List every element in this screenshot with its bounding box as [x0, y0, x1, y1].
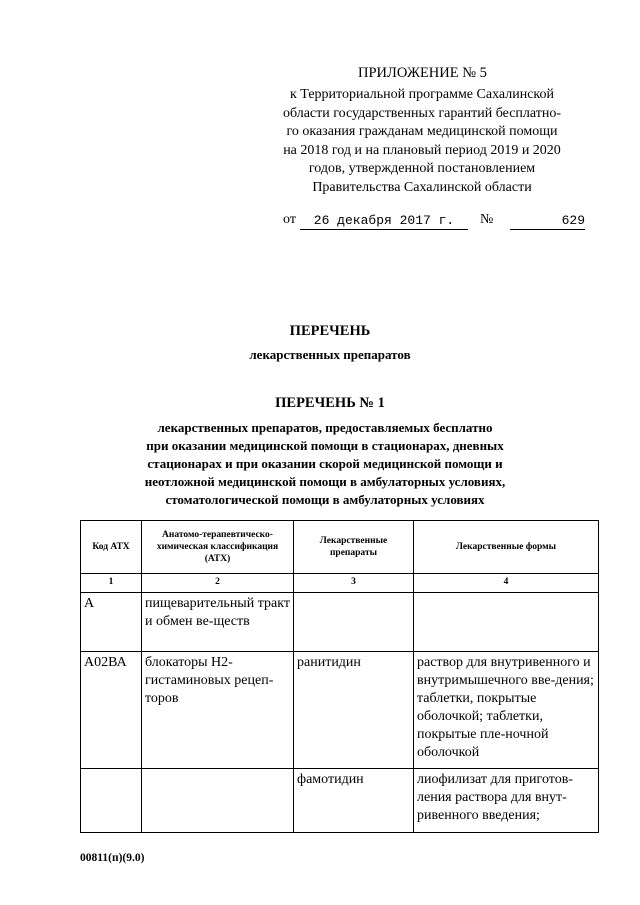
header-drugs: Лекарственные препараты — [294, 521, 414, 574]
cell-classification: пищеварительный тракт и обмен ве-ществ — [142, 593, 294, 652]
column-number: 1 — [81, 574, 142, 593]
list1-title: ПЕРЕЧЕНЬ № 1 — [275, 395, 385, 411]
cell-classification: блокаторы Н2-гистаминовых рецеп-торов — [142, 652, 294, 769]
date-value: 26 декабря 2017 г. — [300, 212, 468, 230]
cell-forms — [414, 593, 599, 652]
appendix-desc-line: к Территориальной программе Сахалинской — [290, 87, 554, 102]
cell-code: А02ВА — [81, 652, 142, 769]
list-subtitle: лекарственных препаратов — [249, 347, 411, 362]
date-label: от — [283, 212, 296, 227]
appendix-desc-line: Правительства Сахалинской области — [312, 179, 532, 195]
appendix-desc-line: го оказания гражданам медицинской помощи — [286, 124, 558, 139]
footer-code: 00811(п)(9.0) — [80, 852, 145, 864]
appendix-desc-line: годов, утвержденной постановлением — [308, 161, 536, 176]
cell-code — [81, 769, 142, 833]
cell-forms: раствор для внутривенного и внутримышечного вве-дения; таблетки, покрытые оболочкой; таблетки, покрытые пле-ночной оболочкой — [414, 652, 599, 769]
drug-table — [80, 520, 599, 833]
appendix-desc-line: области государственных гарантий бесплатно- — [282, 105, 562, 121]
cell-drug: ранитидин — [294, 652, 414, 769]
list1-desc-line: стоматологической помощи в амбулаторных условиях — [165, 492, 485, 507]
cell-drug — [294, 593, 414, 652]
list1-desc-line: лекарственных препаратов, предоставляемых бесплатно — [157, 420, 493, 435]
table-header-row — [81, 521, 599, 574]
table-row — [81, 593, 599, 652]
column-number-row — [81, 574, 599, 593]
appendix-desc-line: на 2018 год и на плановый период 2019 и 2020 — [283, 142, 561, 158]
number-label: № — [480, 212, 494, 227]
appendix-title: ПРИЛОЖЕНИЕ № 5 — [358, 65, 487, 81]
column-number: 2 — [142, 574, 294, 593]
column-number: 3 — [294, 574, 414, 593]
cell-classification — [142, 769, 294, 833]
header-forms: Лекарственные формы — [414, 521, 599, 574]
header-classification: Анатомо-терапевтическо-химическая классификация (АТХ) — [142, 521, 294, 574]
table-row — [81, 652, 599, 769]
list1-desc-line: неотложной медицинской помощи в амбулаторных условиях, — [144, 474, 506, 489]
appendix-description — [262, 86, 582, 197]
number-value: 629 — [510, 212, 585, 230]
list-title: ПЕРЕЧЕНЬ — [289, 323, 371, 339]
column-number: 4 — [414, 574, 599, 593]
header-code: Код АТХ — [81, 521, 142, 574]
list1-description — [105, 419, 545, 509]
cell-code: А — [81, 593, 142, 652]
list1-desc-line: при оказании медицинской помощи в стационарах, дневных — [146, 438, 504, 453]
cell-drug: фамотидин — [294, 769, 414, 833]
cell-forms: лиофилизат для приготов-ления раствора для внут-ривенного введения; — [414, 769, 599, 833]
list1-desc-line: стационарах и при оказании скорой медицинской помощи и — [147, 456, 503, 471]
table-row — [81, 769, 599, 833]
